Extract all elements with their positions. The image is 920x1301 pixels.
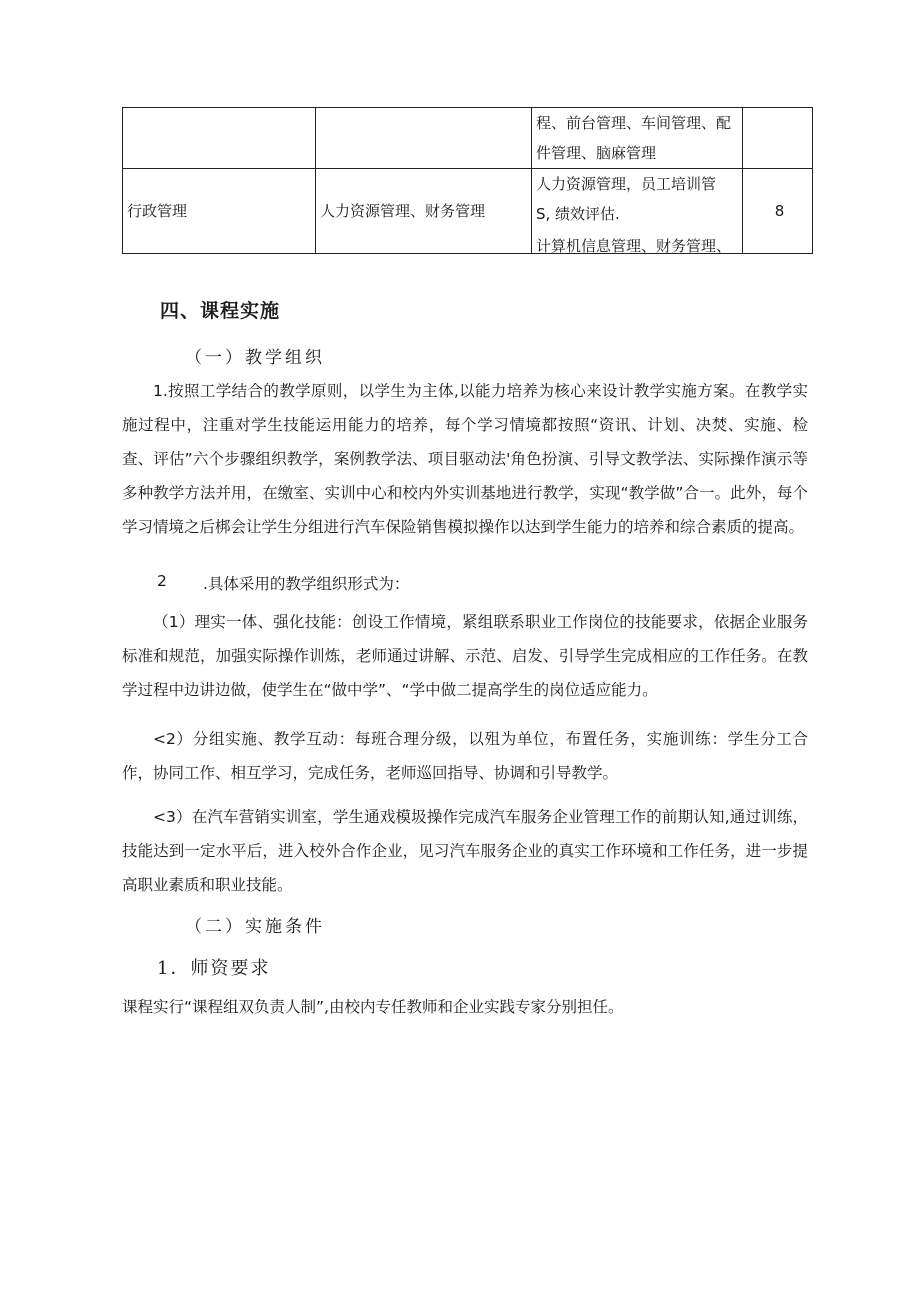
cell-line: 件管理、脑麻管理: [536, 144, 657, 162]
table-cell: [316, 108, 532, 169]
paragraph: 1.按照工学结合的教学原则，以学生为主体,以能力培养为核心来设计教学实施方案。在教学实施过程中，注重对学生技能运用能力的培养，每个学习情境都按照“资讯、计划、决焚、实施、检查、评估”六个步骤组织教学，案例教学法、项目驱动法'角色扮演、引导文教学法、实际操作演示等多种教学方法并用，在缴室、实训中心和校内外实训基地进行教学，实现“教学做”合一。此外，每个学习情境之后梆会让学生分组进行汽车保险销售模拟操作以达到学生能力的培养和综合素质的提高。: [122, 382, 808, 536]
paragraph: <2）分组实施、教学互动：每班合理分级，以殂为单位，布置任务，实施训练：学生分工合作，协同工作、相互学习，完成任务，老师巡回指导、协调和引导教学。: [122, 730, 808, 782]
table-row: [123, 169, 813, 254]
table-cell: [123, 108, 316, 169]
table-cell: [743, 108, 813, 169]
subsection-implementation-conditions: （二）实施条件: [185, 917, 325, 937]
table-cell: 人力资源管理、财务管理: [316, 169, 532, 254]
table-cell: [532, 108, 743, 169]
paragraph: .具体采用的教学组织形式为：: [203, 575, 410, 593]
paragraph: （1）理实一体、强化技能：创设工作情境，紧组联系职业工作岗位的技能要求，依据企业服务标准和规范，加强实际操作训炼，老师通过讲解、示范、启发、引导学生完成相应的工作任务。在教学过程中边讲边做，使学生在“做中学”、“学中做二提高学生的岗位适应能力。: [122, 613, 808, 699]
paragraph: <3）在汽车营销实训室，学生通戏模圾操作完成汽车服务企业管理工作的前期认知,通过训练，技能达到一定水平后，进入校外合作企业，见习汽车服务企业的真实工作环境和工作任务，进一步提高职业素质和职业技能。: [122, 808, 808, 894]
cell-line: 程、前台管理、车间管理、配: [536, 114, 732, 132]
subsection-teaching-organization: （一）教学组织: [185, 348, 325, 368]
course-table: [122, 107, 813, 254]
cell-line-truncated: 计算机信息管理、财务管理、: [536, 237, 732, 253]
table-row: [123, 108, 813, 169]
cell-line: S, 绩效评估.: [536, 205, 620, 223]
cell-line: 人力资源管理，员工培训管: [536, 175, 717, 193]
table-cell: [532, 169, 743, 254]
table-cell: 行政管理: [123, 169, 316, 254]
section-title: 四、课程实施: [160, 300, 281, 322]
paragraph: 课程实行“课程组双负责人制”,由校内专任教师和企业实践专家分别担任。: [122, 998, 624, 1016]
table-cell: 8: [743, 169, 813, 254]
subsection-faculty-requirements: 1．师资要求: [157, 958, 271, 979]
list-number: 2: [157, 572, 167, 590]
